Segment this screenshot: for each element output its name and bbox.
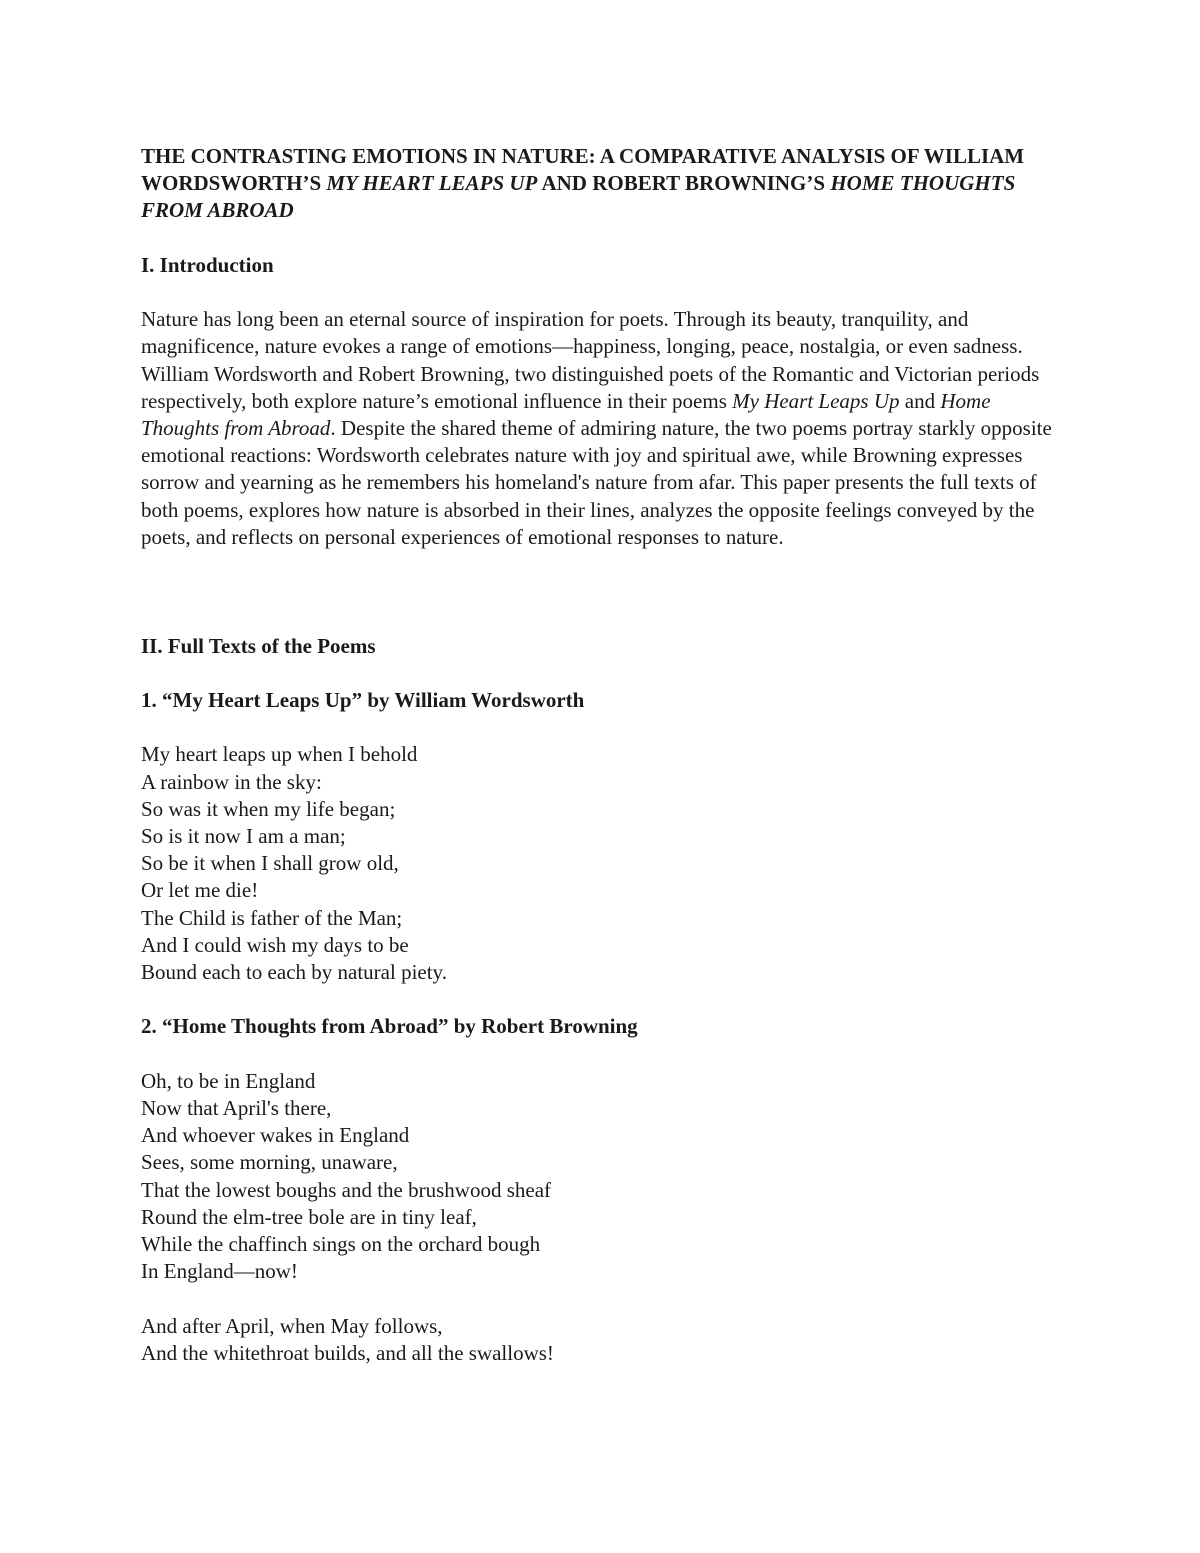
section-heading-full-texts: II. Full Texts of the Poems — [141, 633, 376, 658]
poem-line: Now that April's there, — [141, 1096, 332, 1120]
poem2-heading: 2. “Home Thoughts from Abroad” by Robert Browning — [141, 1014, 638, 1039]
poem-line: A rainbow in the sky: — [141, 769, 322, 794]
poem-line: In England—now! — [141, 1259, 298, 1284]
intro-text-2: and — [899, 388, 941, 413]
introduction-paragraph — [141, 306, 1061, 551]
poem-line: The Child is father of the Man; — [141, 905, 403, 930]
section-heading-introduction: I. Introduction — [141, 252, 274, 277]
title-italic-1: MY HEART LEAPS UP — [326, 171, 538, 196]
poem-line: Round the elm-tree bole are in tiny leaf, — [141, 1204, 477, 1229]
poem-line: And the whitethroat builds, and all the swallows! — [141, 1340, 554, 1365]
title-text-1: THE CONTRASTING EMOTIONS IN NATURE: A COMPARATIVE ANALYSIS OF WILLIAM WORDSWORTH’S — [141, 144, 1025, 196]
intro-text-3: . Despite the shared theme of admiring nature, the two poems portray starkly opposite emotional reactions: Wordsworth celebrates nature with joy and spiritual awe, while Browning expresses sorrow and yearning as he remembers his homeland's nature from afar. This paper presents the full texts of both poems, explores how nature is absorbed in their lines, analyzes the opposite feelings conveyed by the poets, and reflects on personal experiences of emotional responses to nature. — [141, 416, 1052, 549]
poem-line: And whoever wakes in England — [141, 1123, 410, 1148]
poem2-stanza-1 — [141, 1068, 1061, 1286]
poem-line: And I could wish my days to be — [141, 932, 409, 957]
title-italic-2: HOME THOUGHTS FROM ABROAD — [141, 171, 1016, 223]
poem-line: Oh, to be in England — [141, 1068, 316, 1093]
poem-line: Or let me die! — [141, 878, 259, 903]
title-text-2: AND ROBERT BROWNING’S — [537, 171, 831, 196]
poem-line: So was it when my life began; — [141, 796, 396, 821]
intro-italic-2: Home Thoughts from Abroad — [141, 388, 991, 440]
poem1-body — [141, 741, 1061, 986]
poem-line: Sees, some morning, unaware, — [141, 1150, 398, 1175]
poem-line: Bound each to each by natural piety. — [141, 960, 447, 985]
poem1-heading: 1. “My Heart Leaps Up” by William Wordsworth — [141, 688, 585, 712]
intro-text-1: Nature has long been an eternal source of inspiration for poets. Through its beauty, tranquility, and magnificence, nature evokes a range of emotions—happiness, longing, peace, nostalgia, or even sadness. William Wordsworth and Robert Browning, two distinguished poets of the Romantic and Victorian periods respectively, both explore nature’s emotional influence in their poems — [141, 307, 1040, 413]
poem-line: And after April, when May follows, — [141, 1313, 443, 1338]
poem-line: My heart leaps up when I behold — [141, 742, 418, 767]
poem-line: That the lowest boughs and the brushwood sheaf — [141, 1177, 552, 1202]
poem-line: While the chaffinch sings on the orchard bough — [141, 1232, 541, 1257]
document-page — [141, 143, 1061, 1367]
paper-title — [141, 143, 1061, 225]
poem2-stanza-2 — [141, 1313, 1061, 1367]
poem-line: So be it when I shall grow old, — [141, 851, 399, 876]
intro-italic-1: My Heart Leaps Up — [732, 388, 900, 413]
poem-line: So is it now I am a man; — [141, 824, 346, 848]
